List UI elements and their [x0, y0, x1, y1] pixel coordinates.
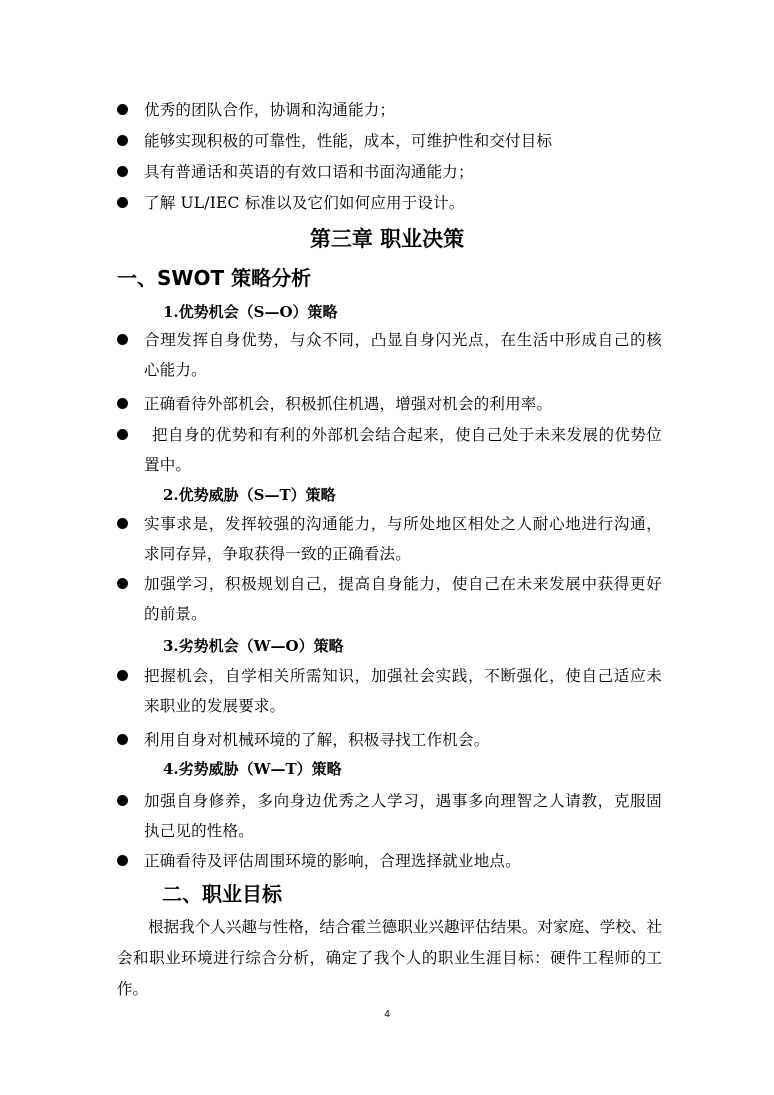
list-item — [117, 157, 662, 187]
section-title-swot: 一、SWOT 策略分析 — [117, 266, 312, 290]
list-item-text: 实事求是，发挥较强的沟通能力，与所处地区相处之人耐心地进行沟通，求同存异，争取获得一致的正确看法。 — [144, 515, 662, 563]
list-item — [117, 126, 662, 156]
bullet-dot-icon — [117, 734, 128, 745]
list-item — [117, 725, 662, 755]
subheading-wo: 3.劣势机会（W—O）策略 — [163, 637, 344, 655]
list-item-text: 正确看待及评估周围环境的影响，合理选择就业地点。 — [144, 852, 521, 870]
bullet-dot-icon — [117, 518, 128, 529]
list-item — [117, 325, 662, 385]
bullet-dot-icon — [117, 135, 128, 146]
list-item — [117, 846, 662, 876]
bullet-dot-icon — [117, 795, 128, 806]
list-item — [117, 188, 662, 218]
list-item — [117, 569, 662, 629]
bullet-dot-icon — [117, 670, 128, 681]
list-item — [117, 389, 662, 419]
career-goal-paragraph — [117, 912, 662, 1005]
list-item-text: 优秀的团队合作，协调和沟通能力； — [144, 101, 396, 119]
bullet-dot-icon — [117, 334, 128, 345]
subheading-so: 1.优势机会（S—O）策略 — [163, 303, 338, 321]
bullet-dot-icon — [117, 398, 128, 409]
list-item-text: 了解 UL/IEC 标准以及它们如何应用于设计。 — [144, 194, 465, 212]
list-item-text: 加强自身修养，多向身边优秀之人学习，遇事多向理智之人请教，克服固执己见的性格。 — [144, 792, 662, 840]
subheading-st: 2.优势威胁（S—T）策略 — [163, 486, 336, 504]
list-item-text: 具有普通话和英语的有效口语和书面沟通能力； — [144, 163, 474, 181]
list-item — [117, 786, 662, 846]
page-number: 4 — [384, 1009, 390, 1020]
list-item-text: 正确看待外部机会，积极抓住机遇，增强对机会的利用率。 — [144, 395, 553, 413]
list-item — [117, 509, 662, 569]
bullet-dot-icon — [117, 578, 128, 589]
bullet-dot-icon — [117, 166, 128, 177]
list-item-text: 把自身的优势和有利的外部机会结合起来，使自己处于未来发展的优势位置中。 — [144, 426, 662, 474]
list-item-text: 利用自身对机械环境的了解，积极寻找工作机会。 — [144, 731, 490, 749]
list-item-text: 加强学习，积极规划自己，提高自身能力，使自己在未来发展中获得更好的前景。 — [144, 575, 662, 623]
bullet-dot-icon — [117, 197, 128, 208]
section-title-career-goal: 二、职业目标 — [162, 882, 282, 906]
list-item — [117, 661, 662, 721]
list-item-text: 合理发挥自身优势，与众不同，凸显自身闪光点，在生活中形成自己的核心能力。 — [144, 331, 662, 379]
chapter-title: 第三章 职业决策 — [309, 227, 465, 251]
bullet-dot-icon — [117, 429, 128, 440]
paragraph-text: 根据我个人兴趣与性格，结合霍兰德职业兴趣评估结果。对家庭、学校、社会和职业环境进行综合分析，确定了我个人的职业生涯目标：硬件工程师的工作。 — [117, 918, 662, 998]
list-item-text: 能够实现积极的可靠性，性能，成本，可维护性和交付目标 — [144, 132, 553, 150]
list-item — [117, 95, 662, 125]
bullet-dot-icon — [117, 855, 128, 866]
list-item — [117, 420, 662, 480]
list-item-text: 把握机会，自学相关所需知识，加强社会实践，不断强化，使自己适应未 来职业的发展要求。 — [144, 667, 662, 715]
bullet-dot-icon — [117, 104, 128, 115]
subheading-wt: 4.劣势威胁（W—T）策略 — [163, 760, 342, 778]
